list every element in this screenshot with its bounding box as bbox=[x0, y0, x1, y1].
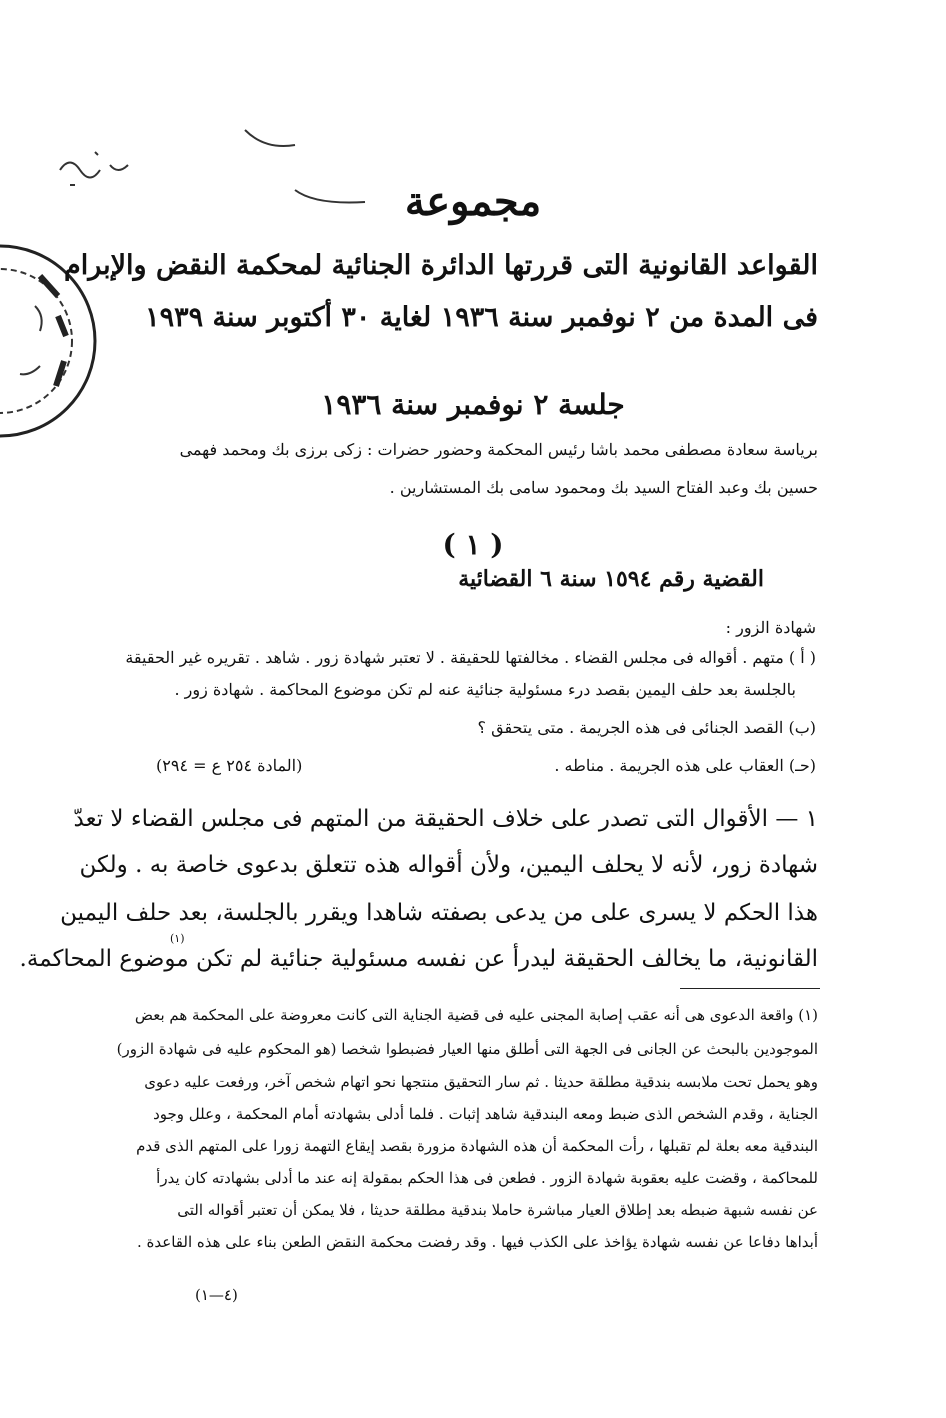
footnote-line: أبداها دفاعا عن نفسه شهادة يؤاخذ على الكذب فيها . وقد رفضت محكمة النقض الطعن بناء على هذه القاعدة . bbox=[137, 1233, 818, 1251]
collection-subtitle-line2: فى المدة من ٢ نوفمبر سنة ١٩٣٦ لغاية ٣٠ أكتوبر سنة ١٩٣٩ bbox=[145, 302, 818, 333]
footnote-line: عن نفسه شبهة ضبطه بعد إطلاق العيار مباشرة حاملا بندقية مطلقة حديثا ، فلا يمكن أن تعتبر أقواله التى bbox=[177, 1201, 818, 1219]
footnote-separator bbox=[680, 988, 820, 989]
case-number: ( ١ ) bbox=[442, 528, 504, 561]
footnote-line: البندقية معه بعلة لم تقبلها ، رأت المحكمة أن هذه الشهادة مزورة بقصد إيقاع التهمة زورا على المتهم الذى قدم bbox=[136, 1137, 818, 1155]
footnote-marker: (١) bbox=[170, 932, 185, 945]
summary-c: (حـ) العقاب على هذه الجريمة . مناطه . bbox=[554, 756, 816, 775]
presidency-line2: حسين بك وعبد الفتاح السيد بك ومحمود سامى بك المستشارين . bbox=[389, 478, 818, 497]
article-reference: (المادة ٢٥٤ ع = ٢٩٤) bbox=[156, 756, 303, 775]
page-reference: (٤—١) bbox=[195, 1286, 238, 1304]
body-line4: القانونية، ما يخالف الحقيقة ليدرأ عن نفسه مسئولية جنائية لم تكن موضوع المحاكمة. bbox=[19, 946, 818, 972]
body-line1: ١ — الأقوال التى تصدر على خلاف الحقيقة من المتهم فى مجلس القضاء لا تعدّ bbox=[73, 806, 818, 832]
body-line2: شهادة زور، لأنه لا يحلف اليمين، ولأن أقواله هذه تتعلق بدعوى خاصة به . ولكن bbox=[79, 852, 818, 878]
collection-title: مجموعة bbox=[404, 178, 542, 225]
body-line3: هذا الحكم لا يسرى على من يدعى بصفته شاهدا ويقرر بالجلسة، بعد حلف اليمين bbox=[60, 900, 818, 926]
case-title: القضية رقم ١٥٩٤ سنة ٦ القضائية bbox=[458, 566, 764, 592]
footnote-line: (١) واقعة الدعوى هى أنه عقب إصابة المجنى عليه فى قضية الجناية التى كانت معروضة على المحكمة هم بعض bbox=[134, 1006, 818, 1024]
footnote-line: الجناية ، وقدم الشخص الذى ضبط ومعه البندقية شاهد إثبات . فلما أدلى بشهادته أمام المحكمة ، وعلل وجود bbox=[153, 1105, 818, 1123]
collection-subtitle-line1: القواعد القانونية التى قررتها الدائرة الجنائية لمحكمة النقض والإبرام bbox=[63, 250, 818, 281]
case-topic: شهادة الزور : bbox=[725, 618, 816, 637]
footnote-line: الموجودين بالبحث عن الجانى فى الجهة التى أطلق منها العيار فضبطوا شخصا (هو المحكوم عليه فى شهادة الزور) bbox=[116, 1040, 818, 1058]
session-heading: جلسة ٢ نوفمبر سنة ١٩٣٦ bbox=[321, 388, 625, 421]
summary-a-line1: ( أ ) متهم . أقواله فى مجلس القضاء . مخالفتها للحقيقة . لا تعتبر شهادة زور . شاهد . تقريره غير الحقيقة bbox=[125, 648, 816, 667]
summary-a-line2: بالجلسة بعد حلف اليمين بقصد درء مسئولية جنائية عنه لم تكن موضوع المحاكمة . شهادة زور . bbox=[174, 680, 796, 699]
footnote-line: للمحاكمة ، وقضت عليه بعقوبة شهادة الزور . فطعن فى هذا الحكم بمقولة إنه عند ما أدلى بشهادته كان يدرأ bbox=[156, 1169, 818, 1187]
presidency-line1: برياسة سعادة مصطفى محمد باشا رئيس المحكمة وحضور حضرات : زكى برزى بك ومحمد فهمى bbox=[179, 440, 818, 459]
summary-b: (ب) القصد الجنائى فى هذه الجريمة . متى يتحقق ؟ bbox=[477, 718, 816, 737]
footnote-line: وهو يحمل تحت ملابسه بندقية مطلقة حديثا . ثم سار التحقيق منتجها نحو اتهام شخص آخر، ورفعت عليه دعوى bbox=[144, 1073, 818, 1091]
